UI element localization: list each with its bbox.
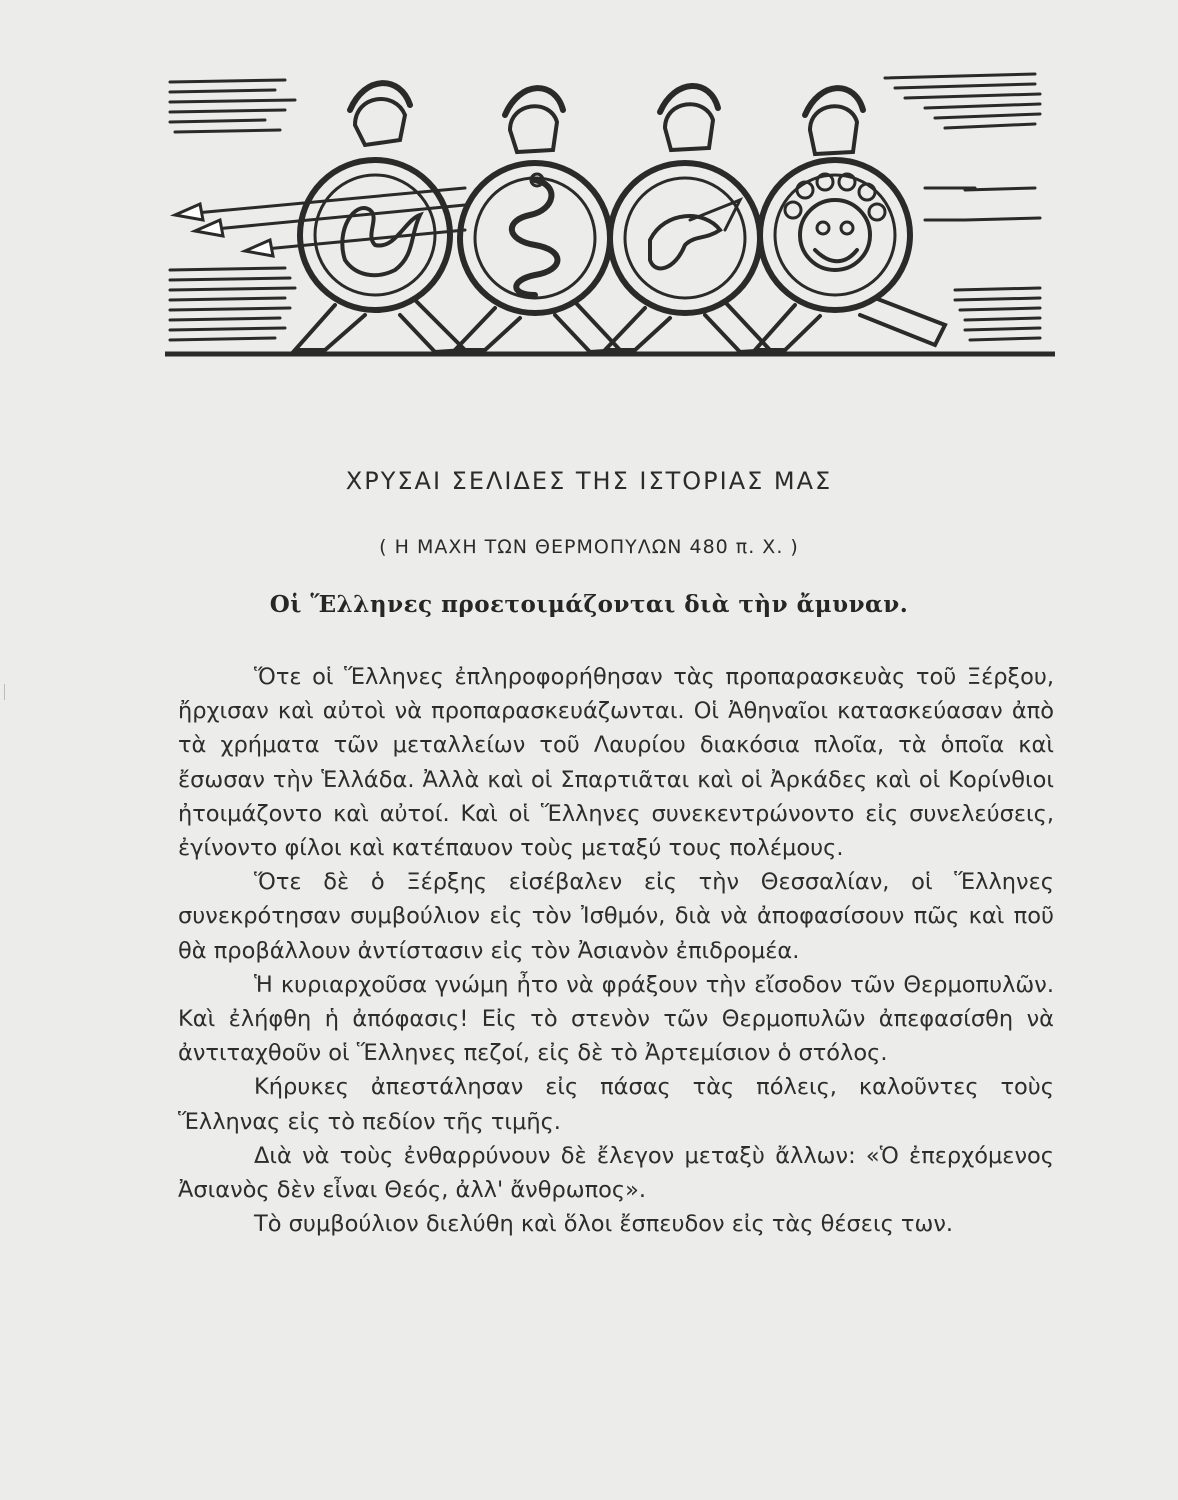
section-heading: Οἱ Ἕλληνες προετοιμάζονται διὰ τὴν ἄμυναν. xyxy=(269,591,909,618)
paragraph: Ὅτε οἱ Ἕλληνες ἐπληροφορήθησαν τὰς προπαρασκευὰς τοῦ Ξέρξου, ἤρχισαν καὶ αὐτοὶ νὰ προπαρασκευάζωνται. Οἱ Ἀθηναῖοι κατασκεύασαν ἀπὸ τὰ χρήματα τῶν μεταλλείων τοῦ Λαυρίου διακόσια πλοῖα, τὰ ὁποῖα καὶ ἔσωσαν τὴν Ἑλλάδα. Ἀλλὰ καὶ οἱ Σπαρτιᾶται καὶ οἱ Ἀρκάδες καὶ οἱ Κορίνθιοι ἠτοιμάζοντο καὶ αὐτοί. Καὶ οἱ Ἕλληνες συνεκεντρώνοντο εἰς συνελεύσεις, ἐγίνοντο φίλοι καὶ κατέπαυον τοὺς μεταξύ τους πολέμους. xyxy=(178,664,1054,862)
paragraph: Διὰ νὰ τοὺς ἐνθαρρύνουν δὲ ἔλεγον μεταξὺ ἄλλων: «Ὁ ἐπερχόμενος Ἀσιανὸς δὲν εἶναι Θεός, ἀλλ' ἄνθρωπος». xyxy=(178,1142,1054,1204)
hoplites-frieze-icon xyxy=(165,70,1055,362)
binding-mark xyxy=(4,684,10,700)
body-text xyxy=(178,660,1054,1241)
page-title: ΧΡΥΣΑΙ ΣΕΛΙΔΕΣ ΤΗΣ ΙΣΤΟΡΙΑΣ ΜΑΣ xyxy=(345,467,833,495)
paragraph: Κήρυκες ἀπεστάλησαν εἰς πάσας τὰς πόλεις, καλοῦντες τοὺς Ἕλληνας εἰς τὸ πεδίον τῆς τιμῆς. xyxy=(178,1074,1054,1135)
paragraph: Τὸ συμβούλιον διελύθη καὶ ὅλοι ἔσπευδον εἰς τὰς θέσεις των. xyxy=(254,1211,954,1238)
paragraph: Ὅτε δὲ ὁ Ξέρξης εἰσέβαλεν εἰς τὴν Θεσσαλίαν, οἱ Ἕλληνες συνεκρότησαν συμβούλιον εἰς τὸν Ἰσθμόν, διὰ νὰ ἀποφασίσουν πῶς καὶ ποῦ θὰ προβάλλουν ἀντίστασιν εἰς τὸν Ἀσιανὸν ἐπιδρομέα. xyxy=(178,869,1054,964)
page-subtitle: ( Η ΜΑΧΗ ΤΩΝ ΘΕΡΜΟΠΥΛΩΝ 480 π. Χ. ) xyxy=(379,536,799,558)
paragraph: Ἡ κυριαρχοῦσα γνώμη ἦτο νὰ φράξουν τὴν εἴσοδον τῶν Θερμοπυλῶν. Καὶ ἐλήφθη ἡ ἀπόφασις! Εἰς τὸ στενὸν τῶν Θερμοπυλῶν ἀπεφασίσθη νὰ ἀντιταχθοῦν οἱ Ἕλληνες πεζοί, εἰς δὲ τὸ Ἀρτεμίσιον ὁ στόλος. xyxy=(178,971,1054,1067)
